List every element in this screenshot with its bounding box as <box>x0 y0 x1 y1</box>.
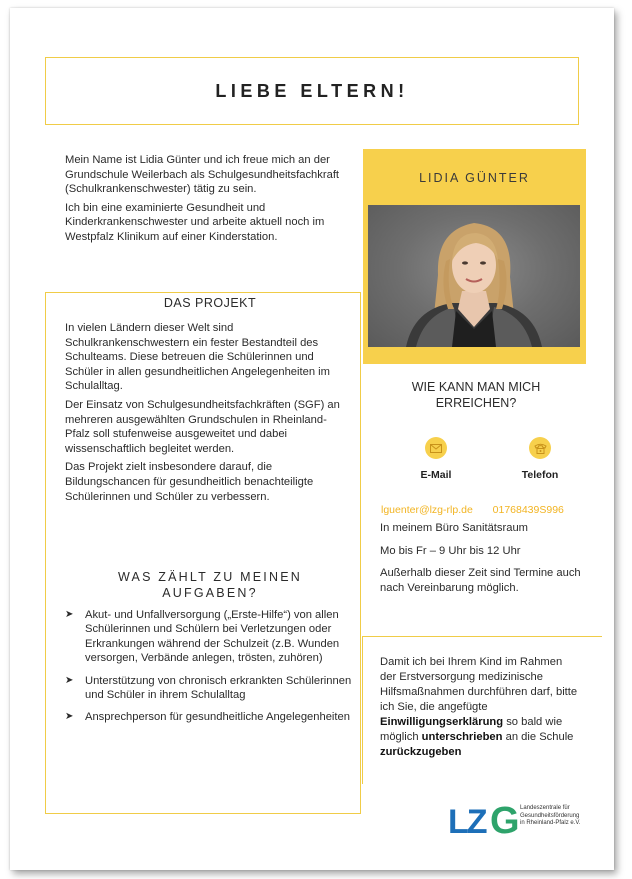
tasks-heading-line: WAS ZÄHLT ZU MEINEN <box>118 570 302 584</box>
flyer-page <box>10 8 614 870</box>
project-heading: DAS PROJEKT <box>163 296 257 310</box>
task-text: Unterstützung von chronisch erkrankten Schülerinnen und Schüler in ihrem Schulalltag <box>85 674 352 702</box>
consent-bold: zurückzugeben <box>380 746 462 758</box>
project-paragraph: Der Einsatz von Schulgesundheitsfachkräften (SGF) an mehreren ausgewählten Grundschulen in Rheinland-Pfalz soll stufenweise ausgeweitet und dabei wissenschaftlich begleitet werden. <box>65 398 340 455</box>
logo-line: Gesundheitsförderung <box>520 812 580 819</box>
portrait-image <box>368 205 580 347</box>
arrow-bullet-icon: ➤ <box>65 674 74 686</box>
contact-heading <box>372 380 580 411</box>
list-item <box>65 710 355 724</box>
contact-links <box>381 504 564 516</box>
consent-bold: unterschrieben <box>421 731 503 743</box>
contact-details <box>380 521 585 603</box>
email-icon-wrap <box>425 437 447 459</box>
svg-text:LZ: LZ <box>448 803 486 839</box>
phone-number[interactable]: 01768439S996 <box>492 504 564 516</box>
intro-paragraph: Mein Name ist Lidia Günter und ich freue mich an der Grundschule Weilerbach als Schulgesundheitsfachkraft (Schulkrankenschwester) tätig zu sein. <box>65 154 340 196</box>
logo-line: Landeszentrale für <box>520 805 570 811</box>
profile-name: LIDIA GÜNTER <box>419 171 530 185</box>
telephone-icon <box>529 437 551 459</box>
consent-text <box>380 655 580 764</box>
arrow-bullet-icon: ➤ <box>65 711 74 723</box>
arrow-bullet-icon: ➤ <box>65 609 74 620</box>
task-text: Akut- und Unfallversorgung („Erste-Hilfe“) von allen Schülerinnen und Schülern bei Verletzungen oder Erkrankungen während der Schulzeit (z.B. Wunden versorgen, Verbände anlegen, trösten, zuhören) <box>85 609 340 665</box>
project-paragraph: Das Projekt zielt insbesondere darauf, die Bildungschancen für gesundheitlich benachteiligte Schülerinnen und Schüler zu verbessern. <box>65 461 314 503</box>
envelope-icon <box>425 437 447 459</box>
title-box <box>45 57 579 125</box>
email-link[interactable]: lguenter@lzg-rlp.de <box>381 504 473 516</box>
logo-line: in Rheinland-Pfalz e.V. <box>520 820 581 827</box>
consent-bold: Einwilligungserklärung <box>380 716 504 728</box>
list-item <box>65 608 355 666</box>
consent-paragraph: Damit ich bei Ihrem Kind im Rahmen der Erstversorgung medizinische Hilfsmaßnahmen durchführen darf, bitte ich Sie, die angefügte Einwilligungserklärung so bald wie möglich unterschrieben an die Schule zurückzugeben <box>380 656 578 758</box>
email-label: E-Mail <box>420 469 452 481</box>
appointment-note: Außerhalb dieser Zeit sind Termine auch nach Vereinbarung möglich. <box>380 567 581 594</box>
office-hours: Mo bis Fr – 9 Uhr bis 12 Uhr <box>380 544 521 557</box>
office-location: In meinem Büro Sanitätsraum <box>380 522 528 534</box>
list-item <box>65 674 355 703</box>
contact-heading-line: ERREICHEN? <box>435 395 517 410</box>
page-title: LIEBE ELTERN! <box>215 80 409 101</box>
tasks-heading <box>90 570 330 601</box>
logo-caption <box>520 805 610 828</box>
task-text: Ansprechperson für gesundheitliche Angelegenheiten <box>85 711 350 724</box>
contact-heading-line: WIE KANN MAN MICH <box>411 380 541 394</box>
project-paragraph: In vielen Ländern dieser Welt sind Schulkrankenschwestern ein fester Bestandteil des Schulteams. Diese betreuen die Schülerinnen und Schüler in allen gesundheitlichen Angelegenheiten im Schulalltag. <box>65 322 330 393</box>
phone-label: Telefon <box>521 469 559 481</box>
project-text <box>65 321 349 508</box>
svg-text:G: G <box>490 800 520 839</box>
lzg-logo-mark <box>448 793 520 839</box>
intro-paragraph: Ich bin eine examinierte Gesundheit und Kinderkrankenschwester und arbeite aktuell noch im Westpfalz Klinikum auf einer Kinderstation. <box>65 201 325 243</box>
tasks-heading-line: AUFGABEN? <box>162 585 258 600</box>
phone-icon-wrap <box>529 437 551 459</box>
tasks-list <box>65 608 355 733</box>
profile-photo <box>368 205 580 347</box>
intro-section <box>65 153 350 249</box>
